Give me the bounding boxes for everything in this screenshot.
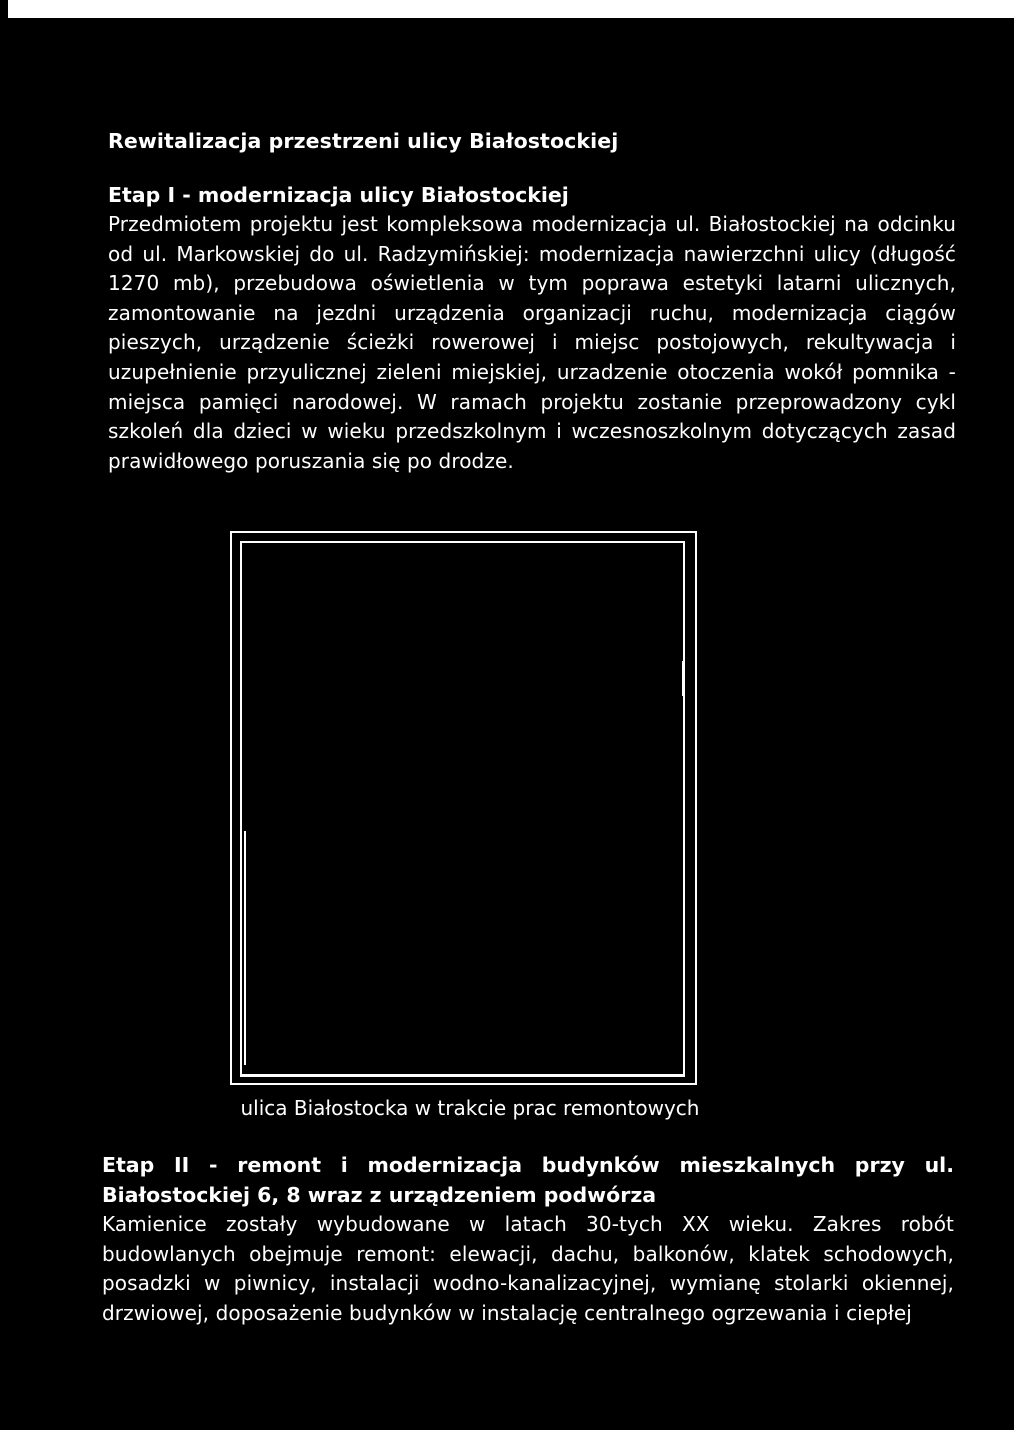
stage2-section xyxy=(102,1150,954,1328)
stage2-heading: Etap II - remont i modernizacja budynków mieszkalnych przy ul. Białostockiej 6, 8 wraz z urządzeniem podwórza xyxy=(102,1153,954,1207)
stage2-paragraph: Kamienice zostały wybudowane w latach 30-tych XX wieku. Zakres robót budowlanych obejmuje remont: elewacji, dachu, balkonów, klatek schodowych, posadzki w piwnicy, instalacji wodno-kanalizacyjnej, wymianę stolarki okiennej, drzwiowej, doposażenie budynków w instalację centralnego ogrzewania i ciepłej xyxy=(102,1212,954,1325)
photo-edge-mark-left xyxy=(244,831,246,1065)
stage1-section xyxy=(108,126,956,476)
stage1-paragraph: Przedmiotem projektu jest kompleksowa modernizacja ul. Białostockiej na odcinku od ul. Markowskiej do ul. Radzymińskiej: modernizacja nawierzchni ulicy (długość 1270 mb), przebudowa oświetlenia w tym poprawa estetyki latarni ulicznych, zamontowanie na jezdni urządzenia organizacji ruchu, modernizacja ciągów pieszych, urządzenie ścieżki rowerowej i miejsc postojowych, rekultywacja i uzupełnienie przyulicznej zieleni miejskiej, urzadzenie otoczenia wokół pomnika - miejsca pamięci narodowej. W ramach projektu zostanie przeprowadzony cykl szkoleń dla dzieci w wieku przedszkolnym i wczesnoszkolnym dotyczących zasad prawidłowego poruszania się po drodze. xyxy=(108,212,956,473)
photo-inner-frame xyxy=(240,541,685,1077)
scan-edge-right xyxy=(1014,0,1024,1444)
page-title: Rewitalizacja przestrzeni ulicy Białostockiej xyxy=(108,129,619,153)
street-photo xyxy=(230,531,695,1083)
photo-edge-mark-right xyxy=(682,661,684,696)
photo-caption: ulica Białostocka w trakcie prac remontowych xyxy=(240,1096,700,1120)
scan-edge-top xyxy=(8,0,1024,18)
scan-edge-bottom xyxy=(0,1430,1024,1444)
stage1-heading: Etap I - modernizacja ulicy Białostockiej xyxy=(108,183,569,207)
